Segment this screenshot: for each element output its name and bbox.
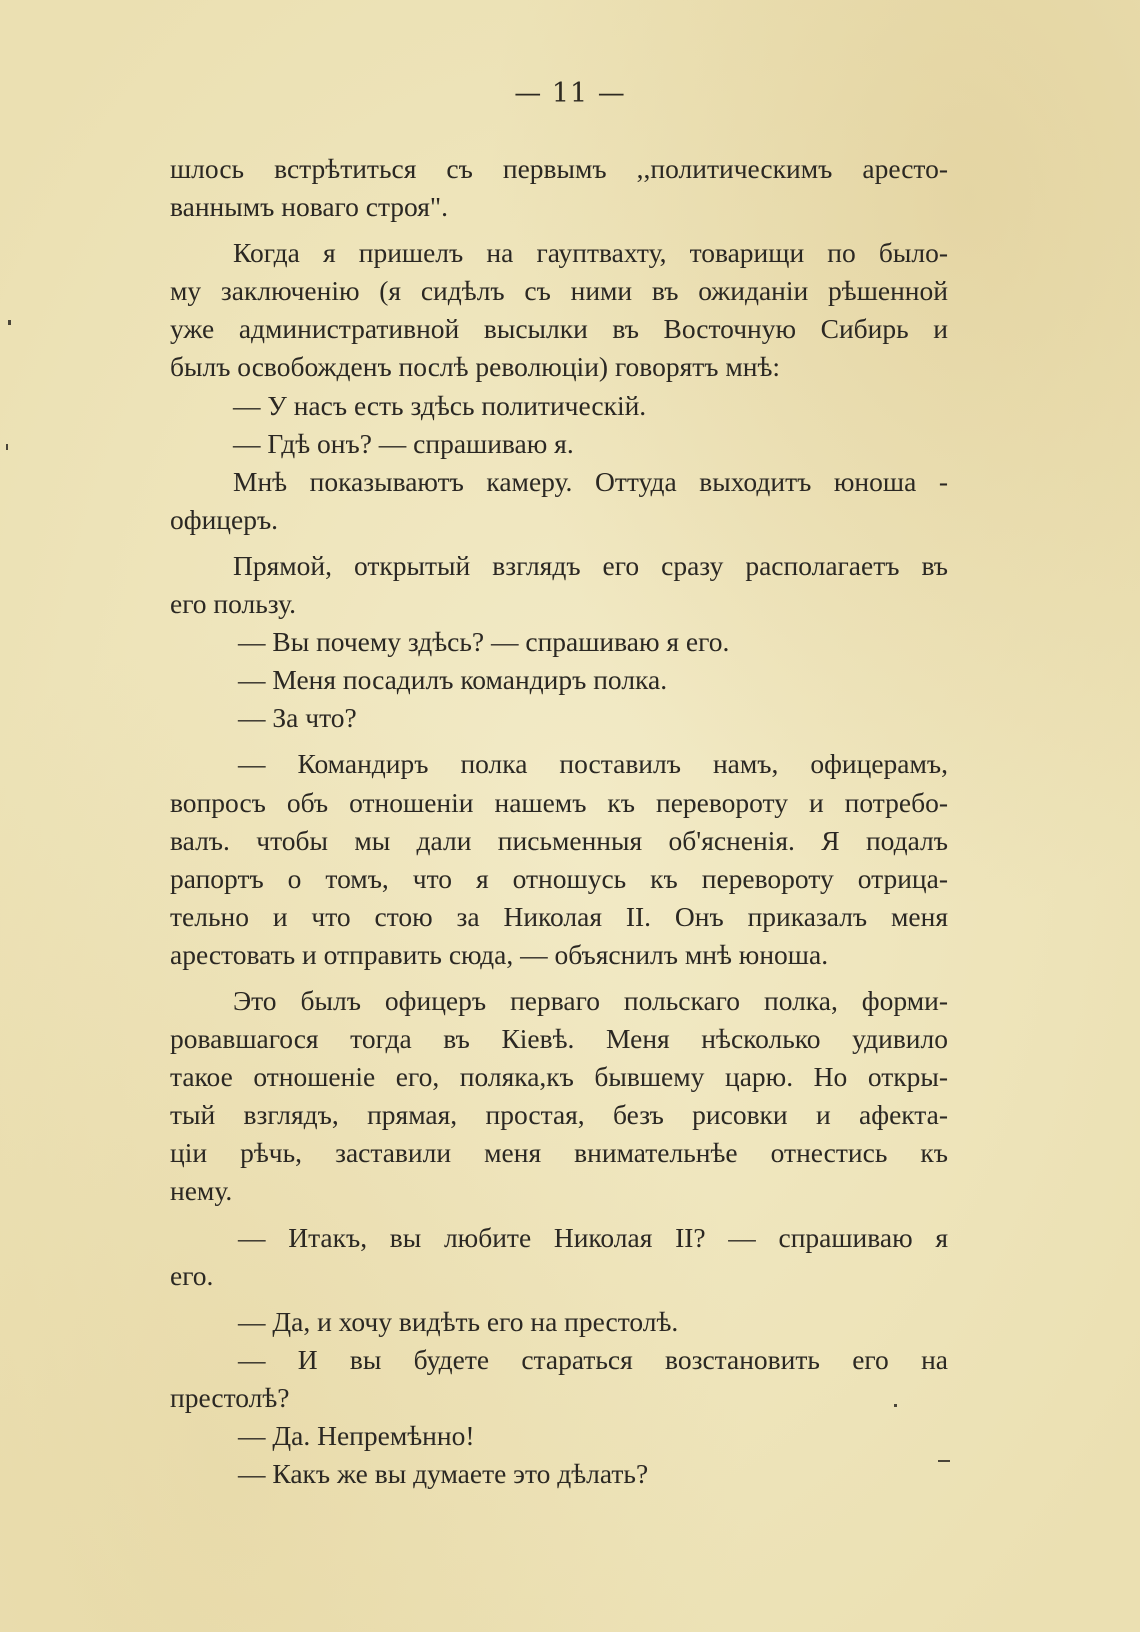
text-line: арестовать и отправить сюда, — объяснилъ мнѣ юноша. [170,938,829,970]
text-line: — Да, и хочу видѣть его на престолѣ. [238,1305,679,1337]
text-line: уже административной высылки въ Восточную Сибирь и [170,313,948,345]
text-line: — Вы почему здѣсь? — спрашиваю я его. [238,626,730,658]
text-line: рапортъ о томъ, что я отношусь къ перевороту отрица- [170,862,948,894]
margin-speck [938,1460,950,1462]
text-line: ваннымъ новаго строя". [170,191,449,223]
text-line: му заключенію (я сидѣлъ съ ними въ ожиданіи рѣшенной [170,275,948,307]
text-line: тый взглядъ, прямая, простая, безъ рисовки и афекта- [170,1099,948,1131]
margin-speck [894,1404,897,1407]
text-line: былъ освобожденъ послѣ революціи) говорятъ мнѣ: [170,351,781,383]
text-line: престолѣ? [170,1381,290,1413]
text-line: ровавшагося тогда въ Кіевѣ. Меня нѣсколько удивило [170,1023,948,1055]
text-line: — Гдѣ онъ? — спрашиваю я. [233,427,574,459]
text-line: такое отношеніе его, поляка,къ бывшему царю. Но откры- [170,1061,948,1093]
text-line: — Да. Непремѣнно! [238,1420,475,1451]
text-line: вопросъ объ отношеніи нашемъ къ перевороту и потребо- [170,786,948,818]
text-line: Прямой, открытый взглядъ его сразу располагаетъ въ [233,549,948,581]
text-line: офицеръ. [170,503,279,535]
text-line: Это былъ офицеръ перваго польскаго полка, форми- [233,984,948,1016]
text-line: валъ. чтобы мы дали письменныя об'ясненія. Я подалъ [170,824,948,856]
text-line: шлось встрѣтиться съ первымъ ,,политическимъ аресто- [170,153,948,184]
margin-speck [6,444,8,450]
text-line: его. [170,1259,214,1291]
text-line: — Командиръ полка поставилъ намъ, офицерамъ, [238,748,948,780]
text-line: тельно и что стою за Николая II. Онъ приказалъ меня [170,900,948,932]
text-line: Мнѣ показываютъ камеру. Оттуда выходитъ юноша - [233,465,948,497]
text-line: — У насъ есть здѣсь политическій. [233,389,647,421]
text-line: нему. [170,1175,233,1207]
text-line: — Меня посадилъ командиръ полка. [238,664,668,696]
text-line: — Какъ же вы думаете это дѣлать? [238,1458,649,1490]
text-line: ціи рѣчь, заставили меня внимательнѣе отнестись къ [170,1137,948,1169]
text-line: Когда я пришелъ на гауптвахту, товарищи по было- [233,237,948,269]
body-text [170,150,948,1493]
page-number: — 11 — [514,78,626,109]
text-line: его пользу. [170,588,296,620]
text-line: — И вы будете стараться возстановить его на [238,1343,948,1375]
margin-speck [8,320,11,325]
text-line: — За что? [238,702,357,734]
text-line: — Итакъ, вы любите Николая II? — спрашиваю я [238,1221,948,1253]
